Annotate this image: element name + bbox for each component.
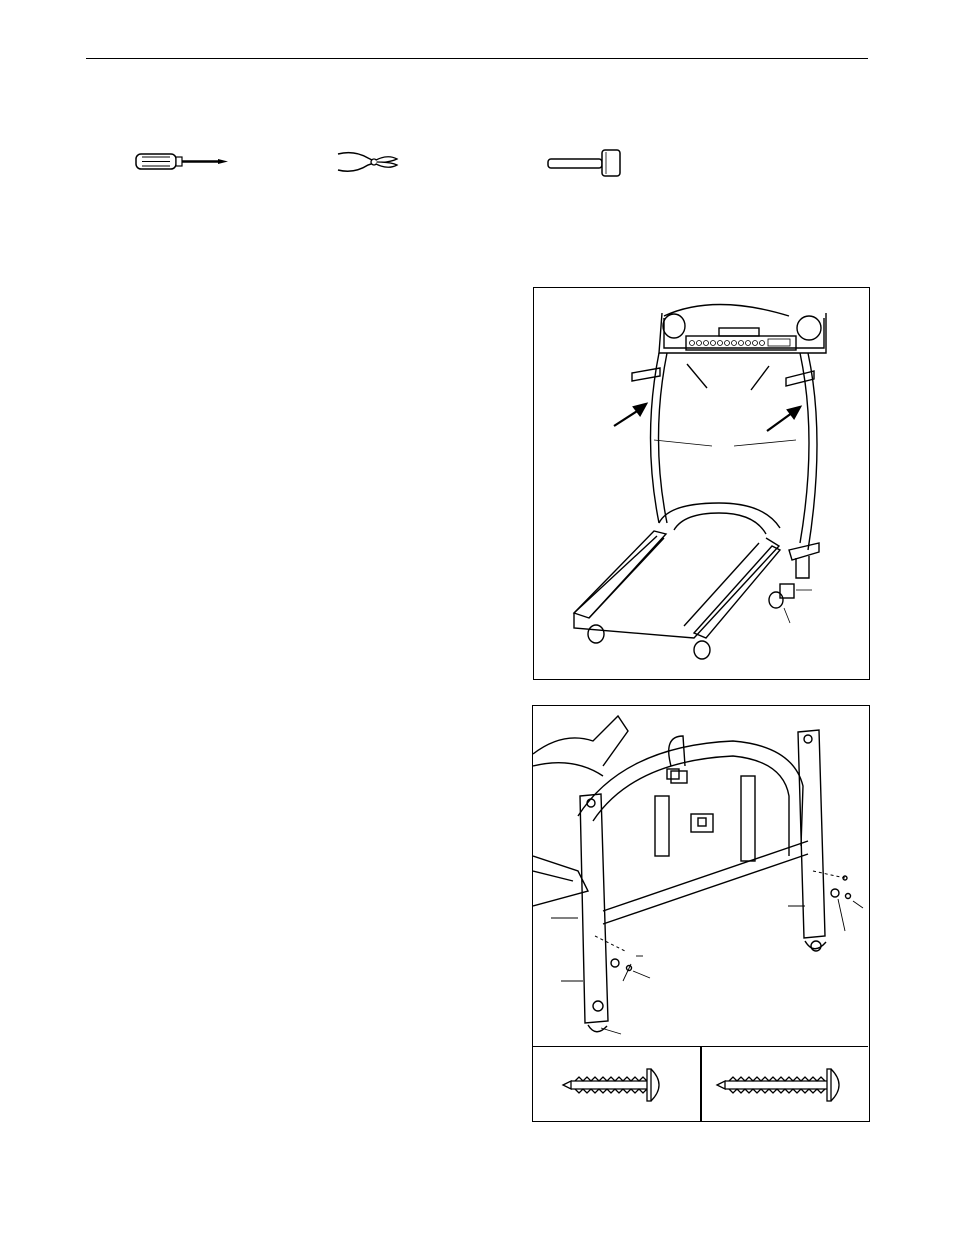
callout-divider [700, 1047, 702, 1121]
long-screw-icon [715, 1065, 855, 1105]
figure-2 [532, 705, 870, 1122]
phillips-screwdriver-icon [134, 150, 234, 174]
upright-assembly-illustration [533, 706, 868, 1044]
short-screw-icon [561, 1065, 671, 1105]
hardware-callout-strip [533, 1046, 868, 1121]
pliers-icon [336, 148, 400, 176]
figure-1 [533, 287, 870, 680]
rubber-mallet-icon [546, 148, 626, 178]
treadmill-illustration [534, 288, 868, 678]
header-rule [86, 58, 868, 59]
